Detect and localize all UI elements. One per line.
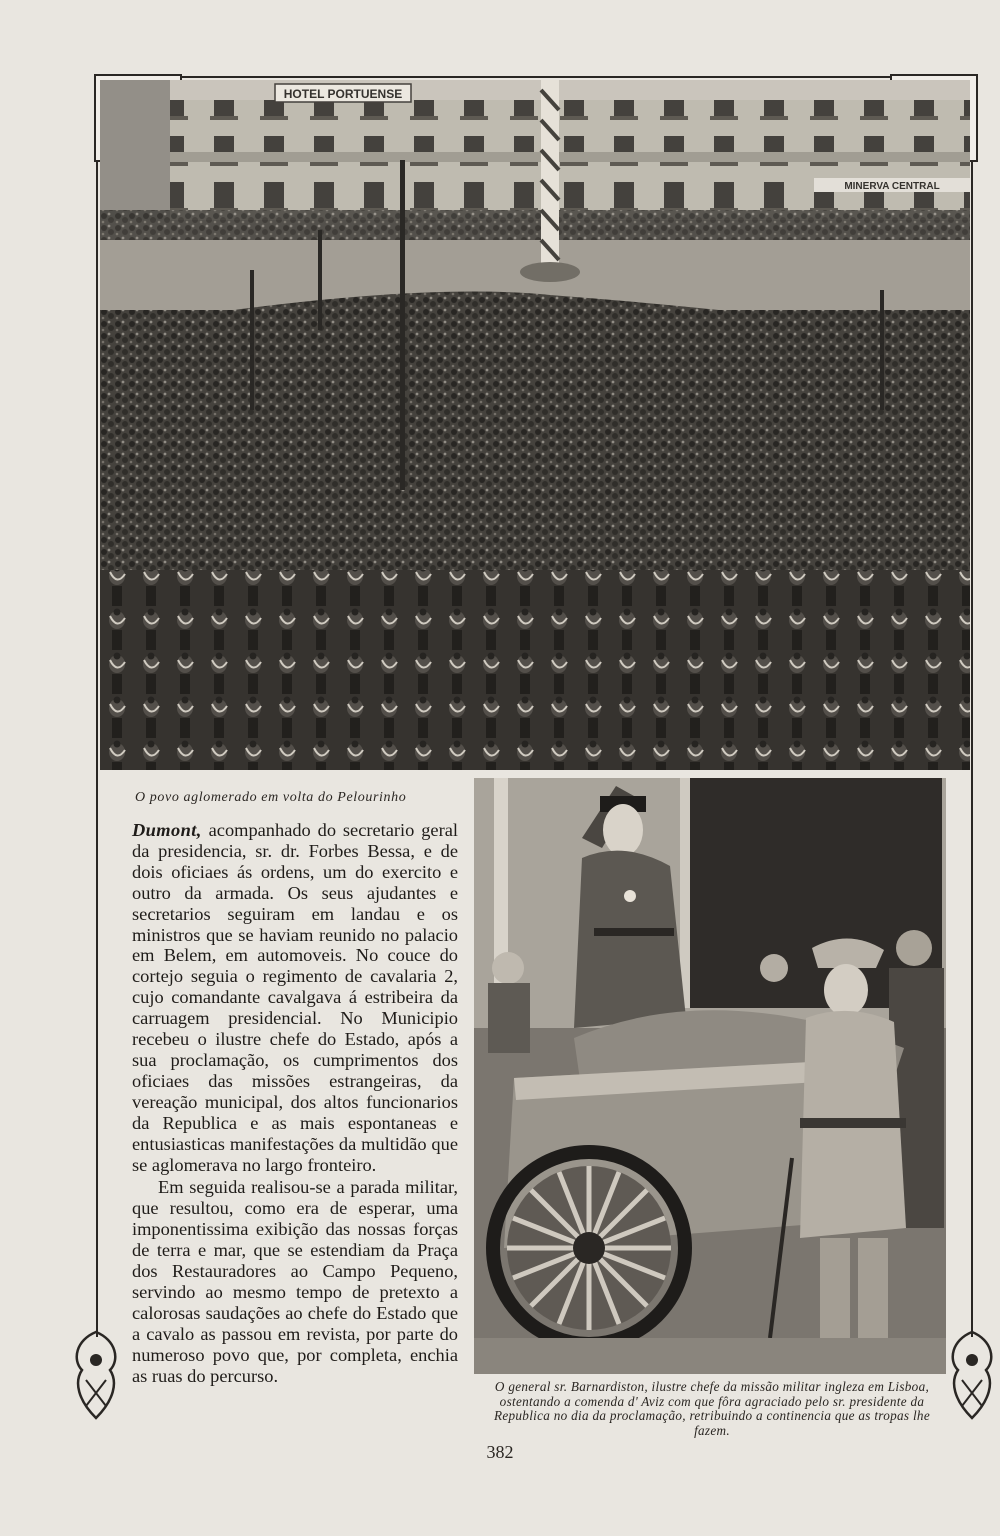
photo-crowd-pelourinho: [100, 80, 970, 770]
article-paragraph-2: Em seguida realisou-se a parada militar, que resultou, como era de esperar, uma imponentissima exibição das nossas forças de terra e mar, que se estendiam da Praça dos Restauradores ao Campo Pequeno, servindo ao mesmo tempo de pretexto a calorosas saudações ao chefe do Estado que a cavalo as passou em revista, por parte do numeroso povo que, por completa, enchia as ruas do percurso.: [132, 1177, 458, 1386]
ornament-bottom-left: [68, 1330, 124, 1420]
caption-general-photo: O general sr. Barnardiston, ilustre chefe da missão militar ingleza em Lisboa, ostentando a comenda d' Aviz com que fôra agraciado pelo sr. presidente da Republica no dia da proclamação, retribuindo a continencia que as tropas lhe fazem.: [494, 1379, 930, 1438]
page-number: 382: [486, 1442, 514, 1462]
frame-line-left: [96, 162, 98, 1337]
article-lead-word: Dumont,: [132, 820, 202, 840]
photo-general-barnardiston: [474, 778, 946, 1374]
ornament-bottom-right: [944, 1330, 1000, 1420]
frame-line-right: [971, 162, 973, 1337]
article-paragraph-1: [132, 820, 458, 1175]
frame-line-top: [180, 76, 892, 78]
caption-crowd-photo: O povo aglomerado em volta do Pelourinho: [135, 790, 407, 805]
sign-hotel-portuense: HOTEL PORTUENSE: [283, 87, 403, 101]
article-body: [132, 820, 458, 1386]
article-paragraph-1-text: acompanhado do secretario geral da presidencia, sr. dr. Forbes Bessa, e de dois oficiaes ás ordens, um do exercito e outro da armada. Os seus ajudantes e secretarios seguiram em landau e os ministros que se haviam reunido no palacio em Belem, em automoveis. No couce do cortejo seguia o regimento de cavalaria 2, cujo comandante cavalgava á estribeira da carruagem presidencial. No Municipio recebeu o ilustre chefe do Estado, após a sua proclamação, os cumprimentos dos oficiaes das missões estrangeiras, da vereação municipal, dos altos funcionarios da Republica e as mais espontaneas e entusiasticas manifestações da multidão que se aglomerava no largo fronteiro.: [132, 820, 458, 1175]
sign-minerva-central: MINERVA CENTRAL: [844, 181, 940, 192]
